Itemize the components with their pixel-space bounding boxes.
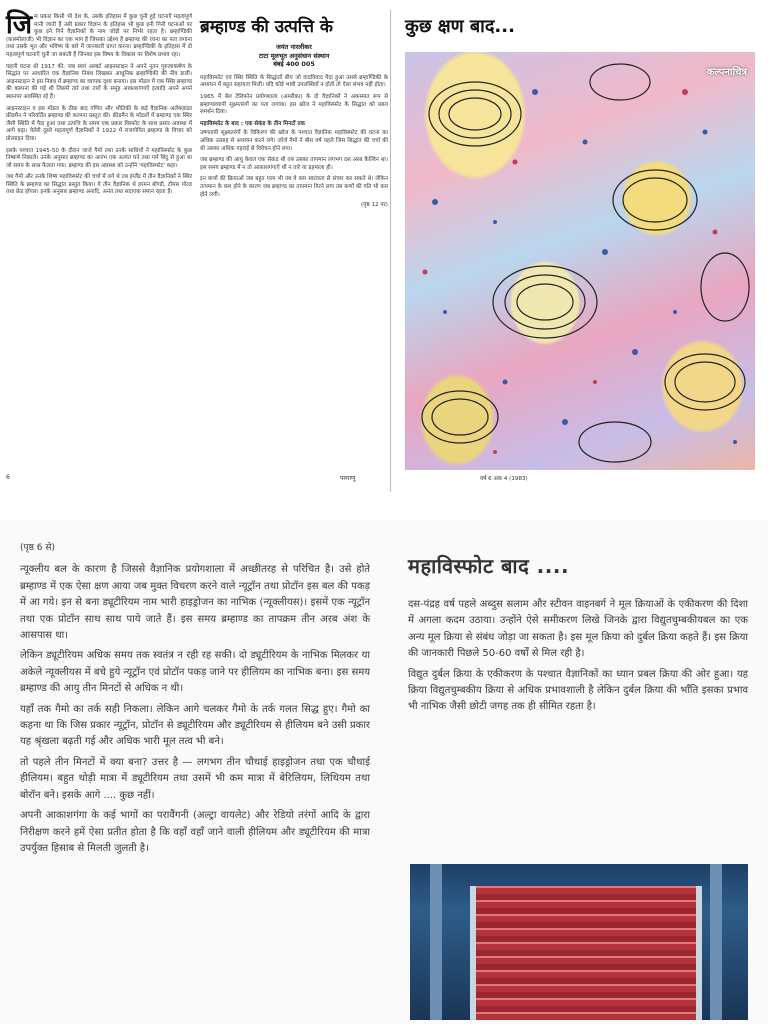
paragraph: पहली घटना थी 1917 की, जब स्वयं अल्बर्ट आइनस्टाइन ने अपने नूतन गुरुत्वाकर्षण के सिद्धांत पर आधारित एक वैज्ञानिक निबंध लिखकर आधुनिक ब्रम्हाण्डिकी की नींव डाली। आइनस्टाइन ने इस निबंध में ब्रम्हाण्ड का व्यापक दृश्य बनाया। इस मॉडल में एक स्थिर ब्रम्हाण्ड की कल्पना की गई थी जिसमें तारे तथा तारों के समूह आकाशगंगाएँ इत्यादि अपने अपने स्थानपर अवस्थित रहे हैं। [6,63,192,100]
dropcap: जि [6,10,33,40]
paragraph: आइनस्टाइन व इस मॉडल के ठीक बाद गणित और भौतिकी के कई वैज्ञानिक अलेक्ज़ांडर फ्रीडमैन ने परिवर्तित ब्रम्हाण्ड की कल्पना प्रस्तुत की। फ्रीडमैन के मॉडलों में ब्रम्हाण्ड एक स्थिर जैसी स्थिति में पैदा हुआ तथा उत्पत्ति के समय एक प्रकार विस्फोट के साथ प्रसार अवस्था में आगे बढ़ा। वेलेरी दूसरे महत्वपूर्ण वैज्ञानिकों ने 1922 में राजगोपित ब्रम्हाण्ड के विचार को प्रोत्साहन दिया। [6,105,192,142]
section-heading: महाविस्फोट बाद .... [408,554,570,578]
article-title: ब्रम्हाण्ड की उत्पत्ति के [200,17,333,37]
paragraph: स प्रकार किसी भी देश के, उसके इतिहास में कुछ चुनी हुई घटनाएँ महत्वपूर्ण मानी जाती हैं उसी प्रकार विज्ञान के इतिहास भी कुछ इनी गिनी घटनाओं पर कुछ इने गिने वैज्ञानिकों के नाम जोड़ी पर निर्भर रहता है। ब्रम्हाण्डिकी (कास्मोलाजी) भी विज्ञान का एक भाग है जिसका उद्देश्य है ब्रम्हाण्ड की रचना का पता लगाना तथा उसके भूत और भविष्य के बारे में जानकारी प्राप्त करना। ब्रम्हाण्डिकी के इतिहास में दो महत्वपूर्ण घटनाएँ चुनी जा सकती हैं जिनका इस विषय के विकास पर विशेष प्रभाव रहा। [6,14,192,58]
page-gutter [390,10,391,492]
author-city: बंबई 400 005 [273,60,315,69]
paragraph: अपनी आकाशगंगा के कई भागों का परावैंगनी (अल्ट्रा वायलेट) और रेडियो तरंगों आदि के द्वारा निरीक्षण करने हमें ऐसा प्रतीत होता है कि वहाँ वहाँ जाने वाली हीलियम और ड्यूटीरियम की मात्रा उपर्युक्त हिसाब से मिलती जुलती है। [20,810,370,854]
author-institute: टाटा मूलभूत अनुसंधान संस्थान [258,51,330,60]
paragraph: तो पहले तीन मिनटों में क्या बना? उत्तर है — लगभग तीन चौथाई हाइड्रोजन तथा एक चौथाई हीलियम। बहुत थोड़ी मात्रा में ड्यूटीरियम तथा उसमें भी कम मात्रा में बेरिलियम, लिथियम तथा बोरॉन बने। इसके आगे .... कुछ नहीं। [20,756,370,801]
paragraph: यहाँ तक गैमो का तर्क सही निकला। लेकिन आगे चलकर गैमो के तर्क गलत सिद्ध हुए। गैमो का कहना था कि जिस प्रकार न्यूट्रॉन, प्रोटॉन से ड्यूटीरियम और ड्यूटीरियम से हीलियम बने उसी प्रकार यह श्रृंखला बढ़ती गई और अधिक भारी मूल तत्व भी बने। [20,703,370,748]
continued-note: (पृष्ठ 12 पर) [361,202,388,209]
swirl-art-icon [405,52,755,470]
paragraph: इसके पश्चात 1945-50 के दौरान जार्ज गैमो तथा उनके साथियों ने महाविस्फोट के कुछ निष्कर्ष निकाले। उनके अनुसार ब्रम्हाण्ड का आरंभ एक अत्यंत घने तथा गर्म बिंदु से हुआ था जो समय के साथ फैलता गया। ब्रम्हाण्ड की इस अवस्था को उन्होंने 'महाविस्फोट' कहा। [6,147,192,169]
core-shape [470,886,702,1020]
pipe-shape [430,864,442,1020]
art-label: कल्पनाचित्र [706,67,747,78]
paragraph: 1965 में बेल टेलिफोन प्रयोगशाला (अमरीका) के दो वैज्ञानिकों ने अकस्मात रूप से ब्रम्हाण्डव्यापी सूक्ष्मतरंगों का पता लगाया। इस खोज ने महाविस्फोट के सिद्धांत को प्रबल समर्थन दिया। [200,93,388,116]
paragraph: उष्णतापी सूक्ष्मतरंगों के विकिरण की खोज के पश्चात वैज्ञानिक महाविस्फोट की घटना का अधिक उत्साह से अध्ययन करने लगे। जॉर्ज गैमो ने बीस वर्ष पहले जिस सिद्धांत की चर्चा की थी उसका अधिक गहराई से विवेचन होने लगा। [200,130,388,152]
paragraph: महाविस्फोट एवं स्थिर स्थिति के सिद्धांतों बीच जो वादविवाद पैदा हुआ उससे ब्रम्हाण्डिकी के अध्ययन में बहुत सहायता मिली। यदि कोई भावी उपलब्धियाँ न होती तो ऐसा संभव नहीं होता। [200,74,388,89]
page-footer: परमाणु [340,475,356,482]
pipe-shape [710,864,722,1020]
paragraph: विद्युत दुर्बल क्रिया के एकीकरण के पश्चात वैज्ञानिकों का ध्यान प्रबल क्रिया की ओर हुआ। यह क्रिया विद्युतचुम्बकीय क्रिया से अधिक प्रभावशाली है लेकिन दुर्बल क्रिया की भाँति इसका प्रभाव भी नाभिक जैसी छोटी जगह तक ही सीमित रहता है। [408,668,748,713]
section-subhead: महाविस्फोट के बाद : एक सेकंड के तीन मिनटों तक [200,120,305,127]
reactor-photo [410,864,748,1020]
paragraph: लेकिन ड्यूटीरियम अधिक समय तक स्वतंत्र न रही रह सकी। दो ड्यूटीरियम के नाभिक मिलकर या अकेले न्यूक्लीयस में बचे हुये न्यूट्रॉन एवं प्रोटॉन पकड़ जाने पर हीलियम का नाभिक बना। इस समय ब्रम्हाण्ड की आयु तीन मिनटों से अधिक न थी। [20,650,370,695]
paragraph: जब ब्रम्हाण्ड की आयु केवल एक सेकंड थी तब उसका तापमान लगभग दस अरब कैल्विन था। इस समय ब्रम्हाण्ड में न तो आकाशगंगाएँ थीं न तारे या ग्रहमाला ही। [200,157,388,171]
paragraph: दस-पंद्रह वर्ष पहले अब्दुस सलाम और स्टीवन वाइनबर्ग ने मूल क्रियाओं के एकीकरण की दिशा में अगला कदम उठाया। उन्होंने ऐसे समीकरण लिखे जिनके द्वारा विद्युतचुम्बकीयबल का एक अन्य मूल क्रिया से संबंध जोड़ा जा सकता है। इस मूल क्रिया को दुर्बल क्रिया कहते हैं। इस क्रिया की जानकारी पिछले 50-60 वर्षों से मिल रही है। [408,599,748,660]
article-heading: कुछ क्षण बाद... [405,16,515,37]
paragraph: न्यूक्लीय बल के कारण है जिससे वैज्ञानिक प्रयोगशाला में अच्छीतरह से परिचित है। उसे होते ब्रम्हाण्ड में एक ऐसा क्षण आया जब मुक्त विचरण करने वाले न्यूट्रॉन तथा प्रोटॉन इस बल की पकड़ में आ गये। इन से बना ड्यूटीरियम नाम भारी हाइड्रोजन का नाभिक (न्यूक्लीयस)। इसमें एक न्यूट्रॉन तथा एक प्रोटॉन साथ साथ पाये जाते हैं। इस समय ब्रम्हाण्ड का तापक्रम तीन अरब अंश के आसपास था। [20,564,370,642]
page-number: 6 [6,474,10,481]
page2-left-column [20,540,370,860]
byline [200,43,388,69]
paragraph: जब गैमो और उनके शिष्य महाविस्फोट की चर्चा में लगे थे तब इंग्लैंड में तीन वैज्ञानिकों ने स्थिर स्थिति के ब्रम्हाण्ड का सिद्धांत प्रस्तुत किया। ये तीन वैज्ञानिक थे हरमन बॉण्डी, टॉमस गोल्ड तथा फ्रेड हॉयल। इनके अनुसार ब्रम्हाण्ड अनादि, अनंत तथा सदाएक समान रहता है। [6,174,192,196]
page1-left-column [6,10,192,200]
page1-right-column [405,14,757,44]
paragraph: इन कणों की क्रियाओं जब बहुत गरम भी तब वे कम स्वतंत्रता से संचार कर सकते थे। लेकिन तापमान के कम होने के कारण जब ब्रम्हाण्ड का तापमान गिरने लगा तब कणों की गति भी कम होने लगी। [200,176,388,198]
continued-from-note: (पृष्ठ 6 से) [20,543,55,553]
author-name: जयंत नारलीकर [276,43,312,51]
illustration [405,52,755,470]
page1-middle-column [200,14,388,210]
page2-right-column [408,552,748,719]
caption: वर्ष 6 अंक 4 (1983) [480,476,528,482]
